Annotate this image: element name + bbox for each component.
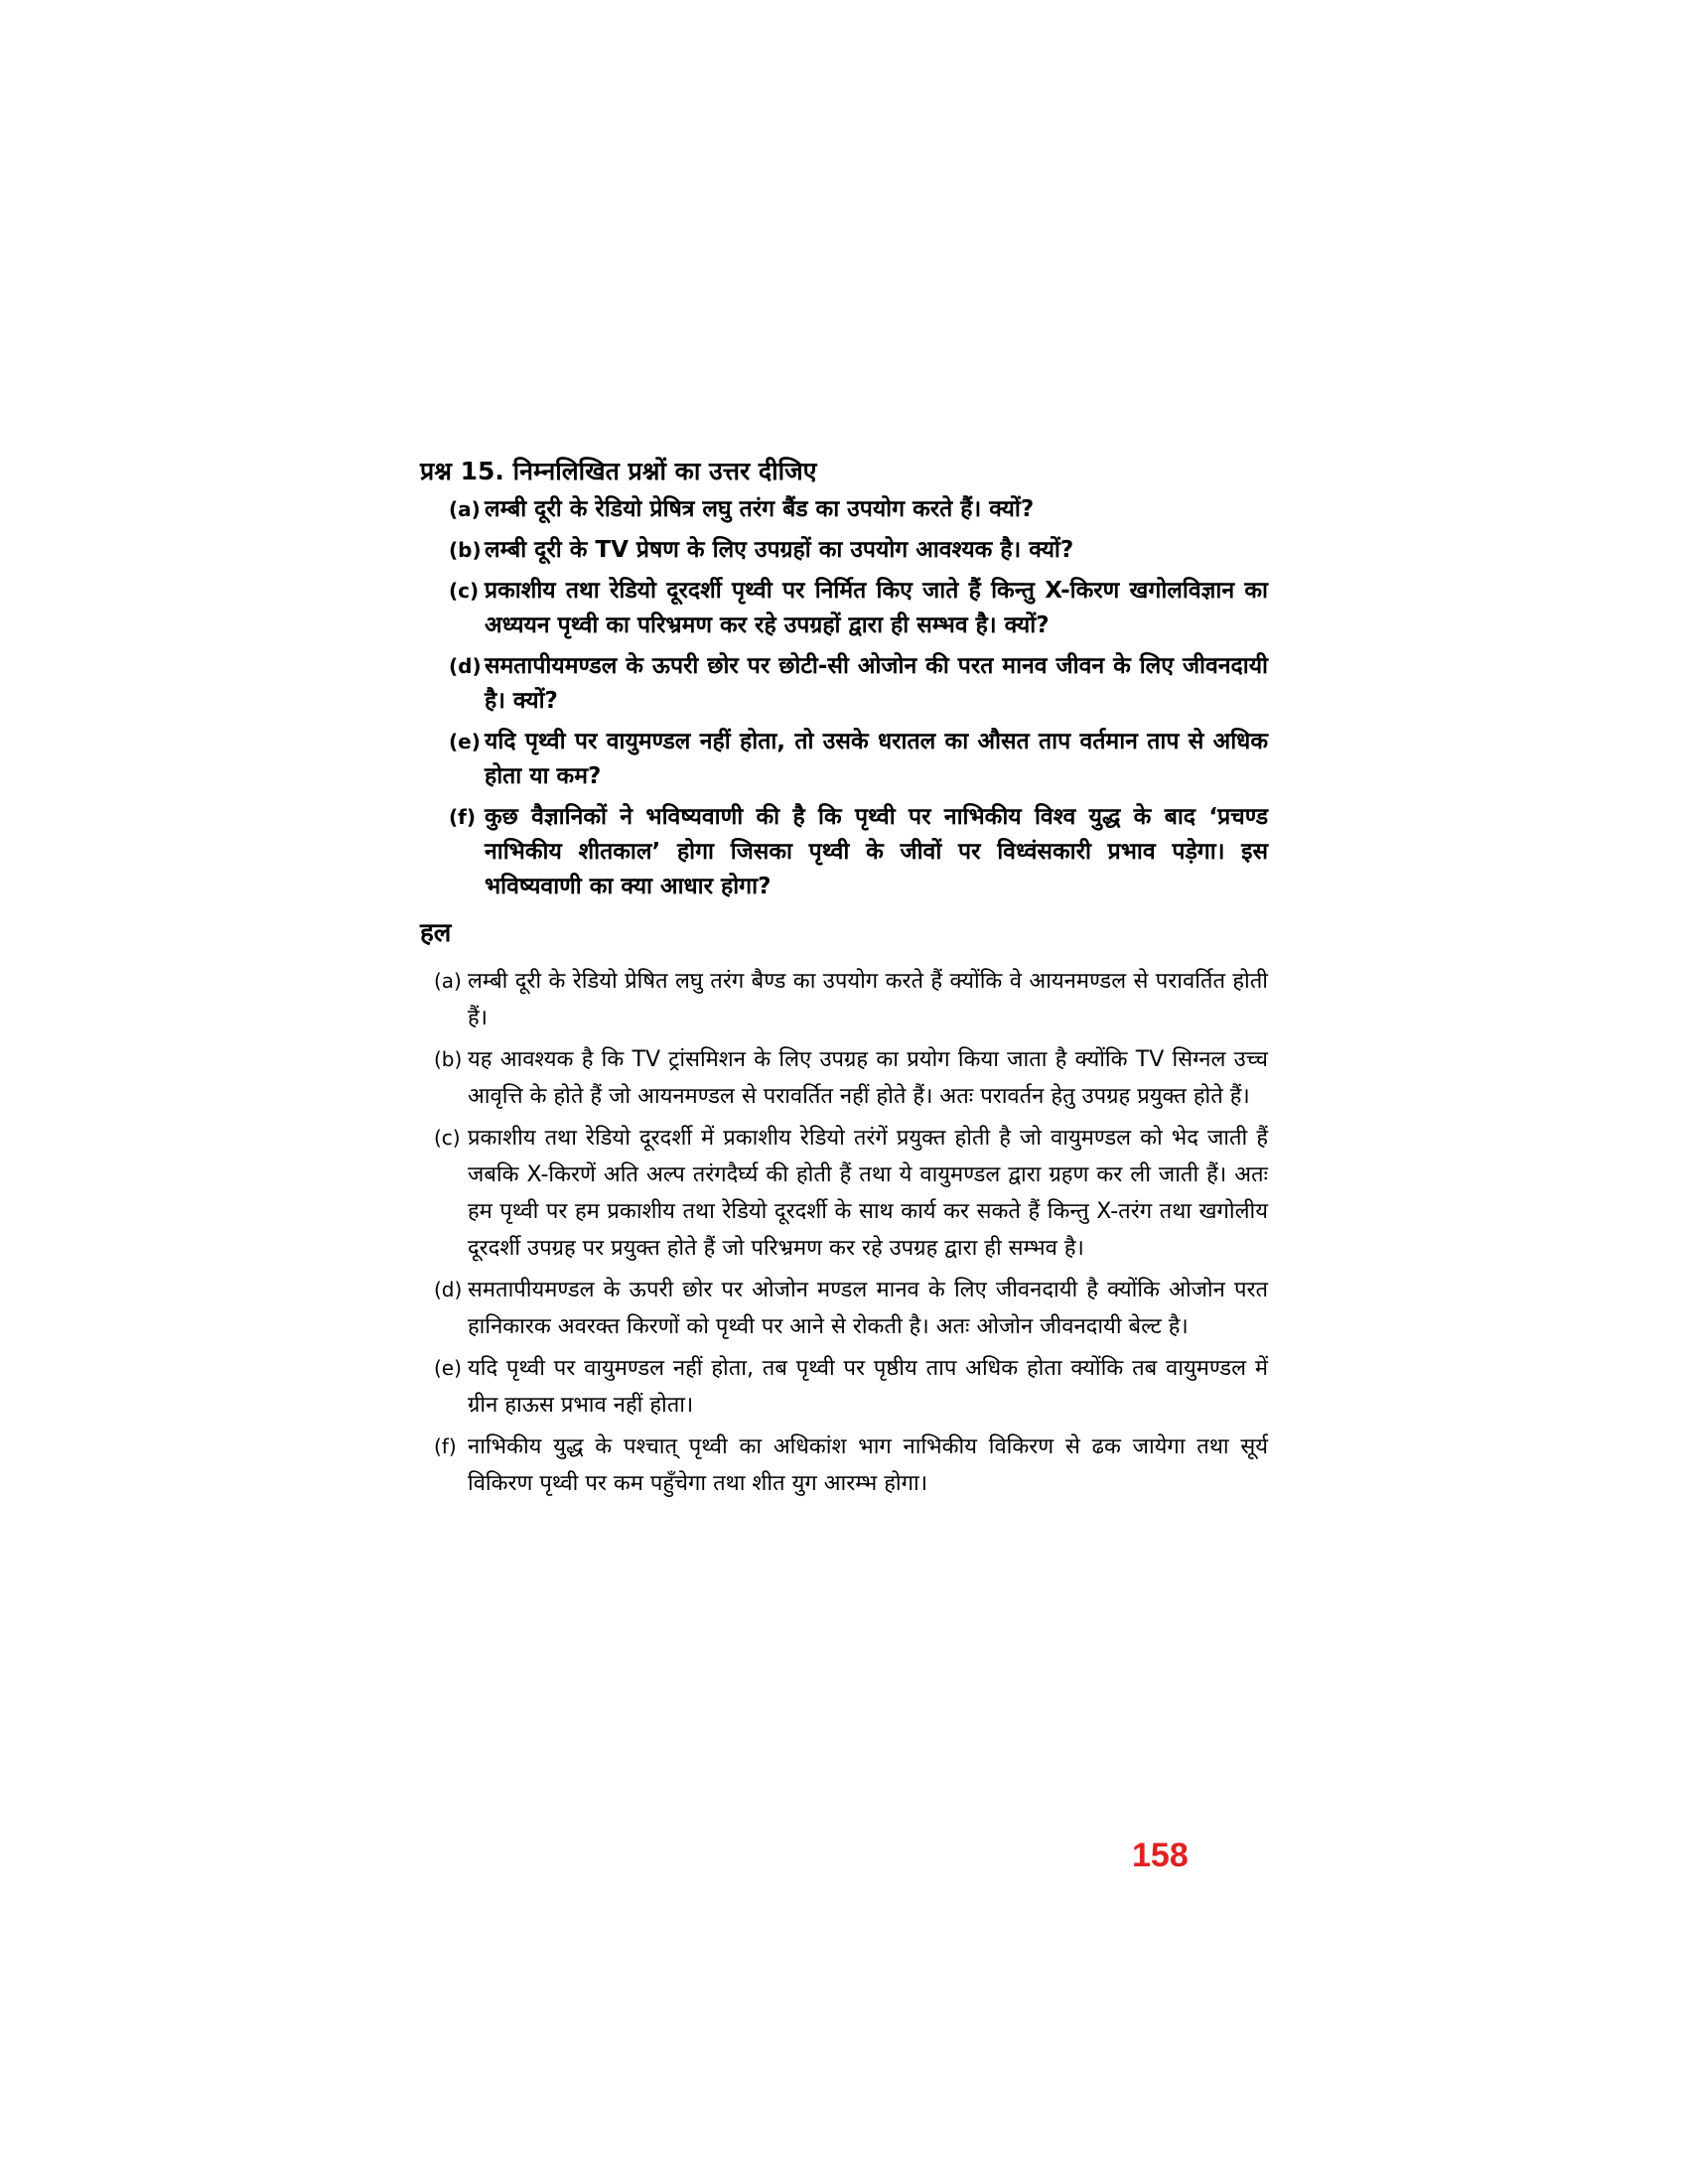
question-text: समतापीयमण्डल के ऊपरी छोर पर छोटी-सी ओजोन की परत मानव जीवन के लिए जीवनदायी है। क्यों? (485, 653, 1268, 714)
answer-item (434, 1120, 1268, 1267)
question-item (449, 725, 1268, 794)
answer-list (434, 963, 1268, 1507)
question-item (449, 649, 1268, 719)
question-item (449, 800, 1268, 904)
item-label: (b) (434, 1047, 463, 1071)
page-number: 158 (1132, 1837, 1189, 1874)
item-label: (f) (434, 1434, 457, 1458)
question-text: यदि पृथ्वी पर वायुमण्डल नहीं होता, तो उसके धरातल का औसत ताप वर्तमान ताप से अधिक होता या कम? (485, 729, 1268, 789)
question-text: लम्बी दूरी के TV प्रेषण के लिए उपग्रहों का उपयोग आवश्यक है। क्यों? (485, 537, 1074, 563)
item-label: (e) (434, 1356, 462, 1380)
item-label: (a) (449, 497, 481, 521)
question-text: प्रकाशीय तथा रेडियो दूरदर्शी पृथ्वी पर निर्मित किए जाते हैं किन्तु X-किरण खगोलविज्ञान का अध्ययन पृथ्वी का परिभ्रमण कर रहे उपग्रहों द्वारा ही सम्भव है। क्यों? (485, 578, 1268, 638)
answer-text: प्रकाशीय तथा रेडियो दूरदर्शी में प्रकाशीय रेडियो तरंगें प्रयुक्त होती है जो वायुमण्डल को भेद जाती हैं जबकि X-किरणें अति अल्प तरंगदैर्घ्य की होती हैं तथा ये वायुमण्डल द्वारा ग्रहण कर ली जाती हैं। अतः हम पृथ्वी पर हम प्रकाशीय तथा रेडियो दूरदर्शी के साथ कार्य कर सकते हैं किन्तु X-तरंग तथा खगोलीय दूरदर्शी उपग्रह पर प्रयुक्त होते हैं जो परिभ्रमण कर रहे उपग्रह द्वारा ही सम्भव है। (468, 1126, 1268, 1261)
answer-text: यह आवश्यक है कि TV ट्रांसमिशन के लिए उपग्रह का प्रयोग किया जाता है क्योंकि TV सिग्नल उच्च आवृत्ति के होते हैं जो आयनमण्डल से परावर्तित नहीं होते हैं। अतः परावर्तन हेतु उपग्रह प्रयुक्त होते हैं। (468, 1047, 1268, 1109)
question-item (449, 533, 1268, 568)
answer-text: यदि पृथ्वी पर वायुमण्डल नहीं होता, तब पृथ्वी पर पृष्ठीय ताप अधिक होता क्योंकि तब वायुमण्डल में ग्रीन हाऊस प्रभाव नहीं होता। (468, 1356, 1268, 1418)
answer-item (434, 963, 1268, 1036)
question-item (449, 574, 1268, 643)
question-heading: प्रश्न 15. निम्नलिखित प्रश्नों का उत्तर दीजिए (420, 457, 817, 485)
item-label: (c) (449, 579, 480, 603)
item-label: (d) (434, 1278, 463, 1301)
solution-heading: हल (420, 918, 452, 948)
item-label: (a) (434, 969, 462, 993)
item-label: (d) (449, 654, 482, 678)
item-label: (b) (449, 538, 482, 562)
question-item (449, 492, 1268, 527)
answer-text: लम्बी दूरी के रेडियो प्रेषित लघु तरंग बैण्ड का उपयोग करते हैं क्योंकि वे आयनमण्डल से परावर्तित होती हैं। (468, 969, 1268, 1030)
answer-item (434, 1429, 1268, 1502)
answer-text: समतापीयमण्डल के ऊपरी छोर पर ओजोन मण्डल मानव के लिए जीवनदायी है क्योंकि ओजोन परत हानिकारक अवरक्त किरणों को पृथ्वी पर आने से रोकती है। अतः ओजोन जीवनदायी बेल्ट है। (468, 1278, 1268, 1339)
answer-item (434, 1272, 1268, 1345)
answer-item (434, 1041, 1268, 1115)
item-label: (c) (434, 1126, 461, 1150)
answer-text: नाभिकीय युद्ध के पश्चात् पृथ्वी का अधिकांश भाग नाभिकीय विकिरण से ढक जायेगा तथा सूर्य विकिरण पृथ्वी पर कम पहुँचेगा तथा शीत युग आरम्भ होगा। (468, 1434, 1268, 1496)
question-list (449, 492, 1268, 910)
item-label: (e) (449, 730, 481, 753)
question-text: कुछ वैज्ञानिकों ने भविष्यवाणी की है कि पृथ्वी पर नाभिकीय विश्व युद्ध के बाद ‘प्रचण्ड नाभिकीय शीतकाल’ होगा जिसका पृथ्वी के जीवों पर विध्वंसकारी प्रभाव पड़ेगा। इस भविष्यवाणी का क्या आधार होगा? (485, 804, 1268, 899)
question-text: लम्बी दूरी के रेडियो प्रेषित्र लघु तरंग बैंड का उपयोग करते हैं। क्यों? (485, 496, 1035, 522)
item-label: (f) (449, 805, 476, 829)
answer-item (434, 1350, 1268, 1424)
